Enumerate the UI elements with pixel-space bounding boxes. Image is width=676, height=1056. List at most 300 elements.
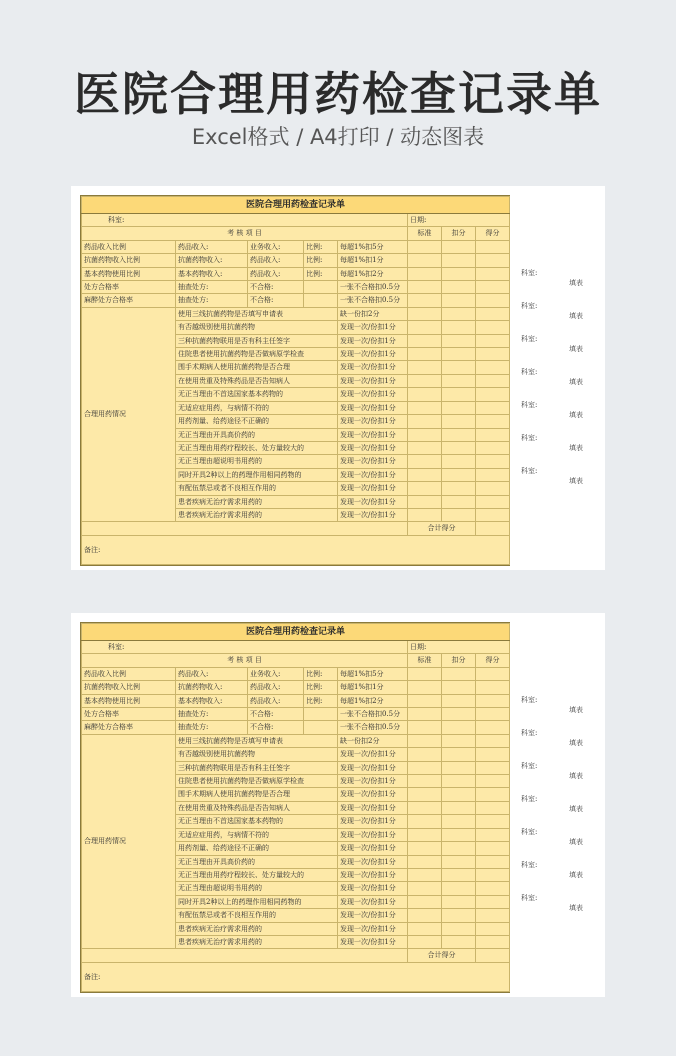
deduct-cell[interactable] [442,895,476,908]
table-row [82,694,510,707]
deduct-cell[interactable] [442,361,476,374]
score-cell[interactable] [476,428,510,441]
table-cell[interactable]: 处方合格率 [82,708,176,721]
table-cell[interactable]: 抗菌药物收入比例 [82,254,176,267]
table-cell[interactable] [304,294,338,307]
deduct-cell[interactable] [442,922,476,935]
section-rule: 缺一份扣2分 [338,734,408,747]
deduct-cell[interactable] [442,761,476,774]
section-rule: 发现一次/份扣1分 [338,508,408,521]
score-cell[interactable] [476,667,510,680]
standard-cell[interactable] [408,708,442,721]
standard-cell[interactable] [408,361,442,374]
section-rule: 发现一次/份扣1分 [338,882,408,895]
table-cell[interactable]: 药品收入比例 [82,667,176,680]
table-cell[interactable] [304,708,338,721]
side-dept-label: 科室: [521,762,538,770]
score-cell[interactable] [476,254,510,267]
section-label: 合理用药情况 [82,307,176,522]
deduct-cell[interactable] [442,348,476,361]
section-item: 同时开具2种以上的药理作用相同药物的 [176,468,338,481]
section-rule: 发现一次/份扣1分 [338,815,408,828]
score-cell[interactable] [476,935,510,948]
side-fill-label: 填表 [569,312,583,320]
table-row [82,267,510,280]
table-cell[interactable]: 不合格: [248,708,304,721]
score-cell[interactable] [476,388,510,401]
side-dept-label: 科室: [521,368,538,376]
section-item: 使用三线抗菌药物是否填写申请表 [176,307,338,320]
section-rule: 发现一次/份扣1分 [338,468,408,481]
date-label: 日期: [408,214,510,227]
header-standard: 标准 [408,227,442,240]
score-cell[interactable] [476,508,510,521]
table-cell[interactable]: 基本药物使用比例 [82,694,176,707]
score-cell[interactable] [476,482,510,495]
section-item: 同时开具2种以上的药理作用相同药物的 [176,895,338,908]
deduct-cell[interactable] [442,254,476,267]
section-item: 无正当理由开具高价药的 [176,855,338,868]
deduct-cell[interactable] [442,388,476,401]
score-cell[interactable] [476,468,510,481]
score-cell[interactable] [476,895,510,908]
standard-cell[interactable] [408,882,442,895]
section-item: 无适应症用药，与病情不符的 [176,828,338,841]
remark-label[interactable]: 备注: [82,962,510,991]
standard-cell[interactable] [408,294,442,307]
standard-cell[interactable] [408,428,442,441]
record-form [80,622,510,993]
score-cell[interactable] [476,240,510,253]
table-cell[interactable]: 业务收入: [248,667,304,680]
table-row [82,721,510,734]
standard-cell[interactable] [408,721,442,734]
deduct-cell[interactable] [442,307,476,320]
section-rule: 发现一次/份扣1分 [338,935,408,948]
table-cell[interactable]: 一张不合格扣0.5分 [338,721,408,734]
standard-cell[interactable] [408,775,442,788]
side-fill-label: 填表 [569,444,583,452]
table-cell[interactable]: 基本药物使用比例 [82,267,176,280]
section-item: 患者疾病无治疗需求用药的 [176,922,338,935]
score-cell[interactable] [476,868,510,881]
table-cell[interactable]: 药品收入: [176,240,248,253]
side-fill-label: 填表 [569,739,583,747]
deduct-cell[interactable] [442,267,476,280]
section-rule: 发现一次/份扣1分 [338,321,408,334]
table-cell[interactable]: 抗菌药物收入比例 [82,681,176,694]
section-item: 有配伍禁忌或者不良相互作用的 [176,909,338,922]
section-item: 在使用贵重及特殊药品是否告知病人 [176,374,338,387]
standard-cell[interactable] [408,374,442,387]
section-rule: 缺一份扣2分 [338,307,408,320]
table-cell[interactable]: 药品收入: [176,667,248,680]
section-rule: 发现一次/份扣1分 [338,895,408,908]
table-cell[interactable]: 每超1%扣2分 [338,267,408,280]
score-cell[interactable] [476,815,510,828]
score-cell[interactable] [476,882,510,895]
section-rule: 发现一次/份扣1分 [338,455,408,468]
section-item: 用药剂量、给药途径不正确的 [176,415,338,428]
deduct-cell[interactable] [442,428,476,441]
section-item: 无正当理由用药疗程较长、处方量较大的 [176,868,338,881]
deduct-cell[interactable] [442,868,476,881]
table-cell[interactable]: 麻醉处方合格率 [82,721,176,734]
section-rule: 发现一次/份扣1分 [338,788,408,801]
section-rule: 发现一次/份扣1分 [338,855,408,868]
side-fill-label: 填表 [569,838,583,846]
side-fill-label: 填表 [569,411,583,419]
score-cell[interactable] [476,842,510,855]
table-cell[interactable]: 每超1%扣2分 [338,694,408,707]
table-cell[interactable]: 比例: [304,681,338,694]
side-fill-label: 填表 [569,477,583,485]
table-cell[interactable]: 每超1%扣5分 [338,667,408,680]
standard-cell[interactable] [408,761,442,774]
deduct-cell[interactable] [442,495,476,508]
deduct-cell[interactable] [442,842,476,855]
total-score[interactable] [476,522,510,535]
standard-cell[interactable] [408,895,442,908]
deduct-cell[interactable] [442,708,476,721]
deduct-cell[interactable] [442,828,476,841]
standard-cell[interactable] [408,788,442,801]
deduct-cell[interactable] [442,455,476,468]
table-cell[interactable]: 药品收入比例 [82,240,176,253]
deduct-cell[interactable] [442,240,476,253]
table-cell[interactable]: 抽查处方: [176,721,248,734]
table-cell[interactable]: 一张不合格扣0.5分 [338,294,408,307]
table-cell[interactable]: 每超1%扣1分 [338,254,408,267]
deduct-cell[interactable] [442,734,476,747]
side-fill-label: 填表 [569,378,583,386]
section-rule: 发现一次/份扣1分 [338,828,408,841]
score-cell[interactable] [476,321,510,334]
total-score[interactable] [476,949,510,962]
side-dept-label: 科室: [521,795,538,803]
section-rule: 发现一次/份扣1分 [338,401,408,414]
section-rule: 发现一次/份扣1分 [338,348,408,361]
section-item: 无正当理由不首选国家基本药物的 [176,815,338,828]
table-cell[interactable]: 每超1%扣5分 [338,240,408,253]
side-dept-label: 科室: [521,434,538,442]
score-cell[interactable] [476,455,510,468]
table-row [82,734,510,747]
standard-cell[interactable] [408,240,442,253]
total-label: 合计得分 [408,522,476,535]
table-cell[interactable]: 比例: [304,254,338,267]
side-fill-label: 填表 [569,772,583,780]
deduct-cell[interactable] [442,721,476,734]
standard-cell[interactable] [408,935,442,948]
standard-cell[interactable] [408,828,442,841]
table-cell[interactable]: 抽查处方: [176,708,248,721]
deduct-cell[interactable] [442,415,476,428]
side-fill-label: 填表 [569,345,583,353]
standard-cell[interactable] [408,254,442,267]
table-cell[interactable]: 不合格: [248,721,304,734]
total-label: 合计得分 [408,949,476,962]
section-rule: 发现一次/份扣1分 [338,374,408,387]
score-cell[interactable] [476,761,510,774]
section-item: 无正当理由用药疗程较长、处方量较大的 [176,441,338,454]
section-item: 住院患者使用抗菌药物是否做病原学检查 [176,775,338,788]
table-cell[interactable]: 比例: [304,240,338,253]
standard-cell[interactable] [408,855,442,868]
score-cell[interactable] [476,307,510,320]
deduct-cell[interactable] [442,748,476,761]
table-row [82,254,510,267]
section-item: 有配伍禁忌或者不良相互作用的 [176,482,338,495]
standard-cell[interactable] [408,734,442,747]
standard-cell[interactable] [408,868,442,881]
table-row [82,307,510,320]
deduct-cell[interactable] [442,681,476,694]
section-rule: 发现一次/份扣1分 [338,748,408,761]
deduct-cell[interactable] [442,334,476,347]
table-cell[interactable]: 不合格: [248,281,304,294]
standard-cell[interactable] [408,388,442,401]
side-dept-label: 科室: [521,335,538,343]
deduct-cell[interactable] [442,935,476,948]
deduct-cell[interactable] [442,321,476,334]
score-cell[interactable] [476,909,510,922]
standard-cell[interactable] [408,334,442,347]
date-label: 日期: [408,641,510,654]
table-cell[interactable]: 基本药物收入: [176,267,248,280]
sheet-preview-1 [71,186,605,570]
section-item: 患者疾病无治疗需求用药的 [176,935,338,948]
table-cell[interactable] [304,721,338,734]
deduct-cell[interactable] [442,855,476,868]
standard-cell[interactable] [408,842,442,855]
table-cell[interactable]: 业务收入: [248,240,304,253]
table-cell[interactable]: 药品收入: [248,267,304,280]
deduct-cell[interactable] [442,294,476,307]
side-dept-label: 科室: [521,401,538,409]
section-item: 围手术期病人使用抗菌药物是否合理 [176,788,338,801]
score-cell[interactable] [476,748,510,761]
section-item: 有否越级别使用抗菌药物 [176,321,338,334]
standard-cell[interactable] [408,307,442,320]
section-item: 无正当理由开具高价药的 [176,428,338,441]
section-item: 无正当理由超说明书用药的 [176,882,338,895]
score-cell[interactable] [476,267,510,280]
section-rule: 发现一次/份扣1分 [338,441,408,454]
standard-cell[interactable] [408,441,442,454]
table-row [82,708,510,721]
table-cell[interactable]: 比例: [304,667,338,680]
table-cell[interactable]: 药品收入: [248,694,304,707]
deduct-cell[interactable] [442,815,476,828]
section-item: 使用三线抗菌药物是否填写申请表 [176,734,338,747]
score-cell[interactable] [476,694,510,707]
score-cell[interactable] [476,415,510,428]
form-title: 医院合理用药检查记录单 [82,624,510,641]
remark-label[interactable]: 备注: [82,535,510,564]
score-cell[interactable] [476,294,510,307]
standard-cell[interactable] [408,815,442,828]
deduct-cell[interactable] [442,667,476,680]
standard-cell[interactable] [408,482,442,495]
table-cell[interactable]: 抽查处方: [176,281,248,294]
standard-cell[interactable] [408,321,442,334]
section-rule: 发现一次/份扣1分 [338,495,408,508]
table-cell[interactable]: 一张不合格扣0.5分 [338,708,408,721]
standard-cell[interactable] [408,468,442,481]
side-fill-label: 填表 [569,871,583,879]
side-dept-label: 科室: [521,828,538,836]
table-cell[interactable]: 每超1%扣1分 [338,681,408,694]
header-score: 得分 [476,654,510,667]
standard-cell[interactable] [408,281,442,294]
section-rule: 发现一次/份扣1分 [338,388,408,401]
standard-cell[interactable] [408,508,442,521]
side-dept-label: 科室: [521,269,538,277]
score-cell[interactable] [476,401,510,414]
score-cell[interactable] [476,922,510,935]
header-deduct: 扣分 [442,654,476,667]
deduct-cell[interactable] [442,801,476,814]
side-dept-label: 科室: [521,729,538,737]
section-item: 无正当理由超说明书用药的 [176,455,338,468]
section-rule: 发现一次/份扣1分 [338,909,408,922]
score-cell[interactable] [476,855,510,868]
deduct-cell[interactable] [442,482,476,495]
header-deduct: 扣分 [442,227,476,240]
section-rule: 发现一次/份扣1分 [338,801,408,814]
hero-subtitle: Excel格式 / A4打印 / 动态图表 [191,125,485,149]
score-cell[interactable] [476,441,510,454]
header-score: 得分 [476,227,510,240]
side-fill-label: 填表 [569,279,583,287]
hero-title: 医院合理用药检查记录单 [74,67,602,121]
table-row [82,240,510,253]
deduct-cell[interactable] [442,281,476,294]
standard-cell[interactable] [408,748,442,761]
score-cell[interactable] [476,721,510,734]
score-cell[interactable] [476,775,510,788]
table-cell[interactable]: 比例: [304,694,338,707]
deduct-cell[interactable] [442,775,476,788]
score-cell[interactable] [476,281,510,294]
score-cell[interactable] [476,788,510,801]
standard-cell[interactable] [408,667,442,680]
table-cell[interactable]: 比例: [304,267,338,280]
standard-cell[interactable] [408,694,442,707]
section-rule: 发现一次/份扣1分 [338,842,408,855]
deduct-cell[interactable] [442,468,476,481]
side-dept-label: 科室: [521,696,538,704]
score-cell[interactable] [476,348,510,361]
table-cell[interactable]: 药品收入: [248,254,304,267]
dept-label: 科室: [82,641,408,654]
standard-cell[interactable] [408,922,442,935]
form-title: 医院合理用药检查记录单 [82,197,510,214]
standard-cell[interactable] [408,267,442,280]
deduct-cell[interactable] [442,401,476,414]
section-item: 患者疾病无治疗需求用药的 [176,508,338,521]
standard-cell[interactable] [408,681,442,694]
table-row [82,681,510,694]
section-rule: 发现一次/份扣1分 [338,922,408,935]
section-item: 在使用贵重及特殊药品是否告知病人 [176,801,338,814]
deduct-cell[interactable] [442,374,476,387]
deduct-cell[interactable] [442,508,476,521]
table-cell[interactable]: 一张不合格扣0.5分 [338,281,408,294]
side-fill-label: 填表 [569,706,583,714]
table-cell[interactable]: 处方合格率 [82,281,176,294]
standard-cell[interactable] [408,495,442,508]
score-cell[interactable] [476,828,510,841]
table-cell[interactable]: 药品收入: [248,681,304,694]
header-item: 考 核 项 目 [82,654,408,667]
sheet-preview-2 [71,613,605,997]
table-cell[interactable]: 抗菌药物收入: [176,254,248,267]
section-item: 有否越级别使用抗菌药物 [176,748,338,761]
deduct-cell[interactable] [442,694,476,707]
table-cell[interactable]: 抽查处方: [176,294,248,307]
section-item: 患者疾病无治疗需求用药的 [176,495,338,508]
table-cell[interactable] [304,281,338,294]
table-cell[interactable]: 基本药物收入: [176,694,248,707]
section-rule: 发现一次/份扣1分 [338,361,408,374]
table-cell[interactable]: 不合格: [248,294,304,307]
score-cell[interactable] [476,734,510,747]
section-item: 用药剂量、给药途径不正确的 [176,842,338,855]
side-dept-label: 科室: [521,467,538,475]
table-cell[interactable]: 抗菌药物收入: [176,681,248,694]
table-cell[interactable]: 麻醉处方合格率 [82,294,176,307]
score-cell[interactable] [476,361,510,374]
score-cell[interactable] [476,495,510,508]
header-item: 考 核 项 目 [82,227,408,240]
score-cell[interactable] [476,708,510,721]
dept-label: 科室: [82,214,408,227]
standard-cell[interactable] [408,401,442,414]
score-cell[interactable] [476,681,510,694]
section-item: 三种抗菌药物联用是否有科主任签字 [176,761,338,774]
section-item: 围手术期病人使用抗菌药物是否合理 [176,361,338,374]
section-rule: 发现一次/份扣1分 [338,775,408,788]
section-rule: 发现一次/份扣1分 [338,761,408,774]
standard-cell[interactable] [408,415,442,428]
standard-cell[interactable] [408,801,442,814]
deduct-cell[interactable] [442,788,476,801]
header-standard: 标准 [408,654,442,667]
section-item: 三种抗菌药物联用是否有科主任签字 [176,334,338,347]
deduct-cell[interactable] [442,882,476,895]
table-row [82,667,510,680]
section-item: 无正当理由不首选国家基本药物的 [176,388,338,401]
section-rule: 发现一次/份扣1分 [338,415,408,428]
side-dept-label: 科室: [521,894,538,902]
score-cell[interactable] [476,334,510,347]
side-dept-label: 科室: [521,861,538,869]
score-cell[interactable] [476,374,510,387]
table-row [82,294,510,307]
side-dept-label: 科室: [521,302,538,310]
score-cell[interactable] [476,801,510,814]
side-fill-label: 填表 [569,805,583,813]
section-item: 无适应症用药，与病情不符的 [176,401,338,414]
deduct-cell[interactable] [442,909,476,922]
standard-cell[interactable] [408,909,442,922]
standard-cell[interactable] [408,455,442,468]
deduct-cell[interactable] [442,441,476,454]
record-form [80,195,510,566]
standard-cell[interactable] [408,348,442,361]
